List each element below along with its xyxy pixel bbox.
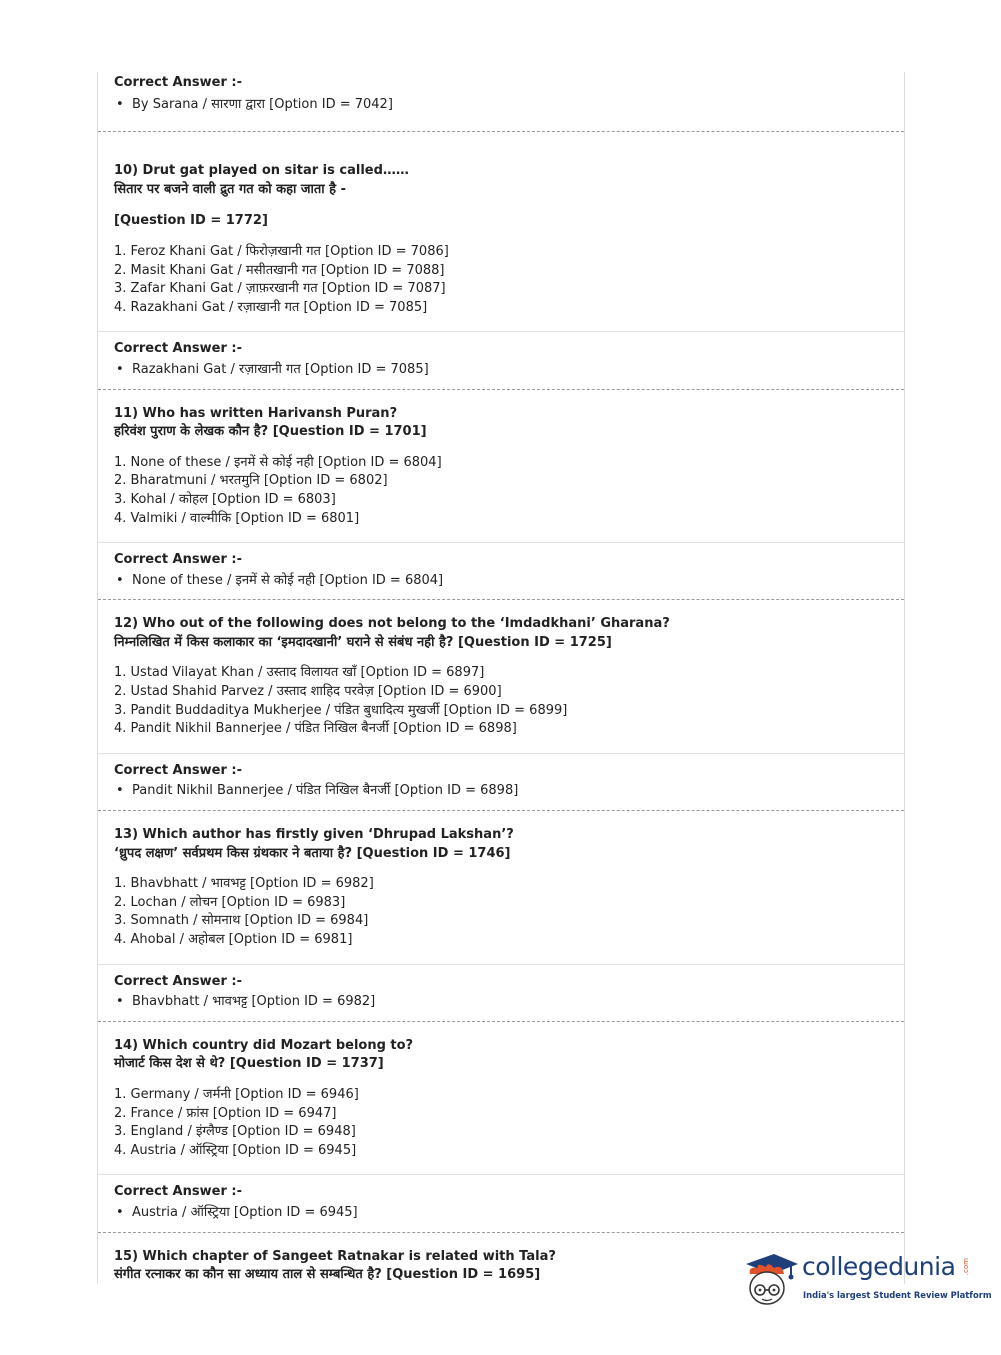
option-item: 1. None of these / इनमें से कोई नही [Option ID = 6804]: [114, 454, 442, 470]
option-item: 3. Zafar Khani Gat / ज़ाफ़रखानी गत [Option ID = 7087]: [114, 281, 446, 297]
answer-heading: Correct Answer :-: [114, 1184, 242, 1200]
option-item: 4. Valmiki / वाल्मीकि [Option ID = 6801]: [114, 510, 360, 526]
collegedunia-logo: [740, 1250, 992, 1312]
answer-heading: Correct Answer :-: [114, 973, 242, 989]
option-item: 3. England / इंग्लैण्ड [Option ID = 6948]: [114, 1124, 356, 1140]
question-block-14: [98, 1022, 904, 1161]
question-title-en: 13) Which author has firstly given ‘Dhrupad Lakshan’?: [114, 827, 514, 843]
answer-block-9: [98, 72, 904, 114]
option-item: 3. Somnath / सोमनाथ [Option ID = 6984]: [114, 913, 369, 929]
option-item: 2. France / फ्रांस [Option ID = 6947]: [114, 1105, 337, 1121]
question-block-13: [98, 811, 904, 950]
options-list: [114, 664, 904, 738]
option-item: 4. Razakhani Gat / रज़ाखानी गत [Option ID = 7085]: [114, 299, 428, 315]
option-item: 1. Germany / जर्मनी [Option ID = 6946]: [114, 1086, 359, 1102]
question-title-hi: मोजार्ट किस देश से थे? [Question ID = 1737]: [114, 1056, 384, 1072]
options-list: [114, 1086, 904, 1160]
answer-heading: Correct Answer :-: [114, 762, 242, 778]
logo-suffix: .com: [962, 1258, 970, 1276]
question-block-10: [98, 132, 904, 317]
question-title-en: 14) Which country did Mozart belong to?: [114, 1037, 414, 1053]
option-item: 1. Bhavbhatt / भावभट्ट [Option ID = 6982]: [114, 876, 374, 892]
option-item: 4. Austria / ऑस्ट्रिया [Option ID = 6945]: [114, 1142, 357, 1158]
logo-brand-text: collegedunia: [802, 1252, 956, 1281]
answer-block-12: [98, 754, 904, 801]
answer-heading: Correct Answer :-: [114, 75, 242, 90]
answer-text: • Pandit Nikhil Bannerjee / पंडित निखिल बैनर्जी [Option ID = 6898]: [116, 782, 904, 801]
question-block-11: [98, 390, 904, 529]
option-item: 1. Ustad Vilayat Khan / उस्ताद विलायत खाँ [Option ID = 6897]: [114, 665, 485, 681]
answer-text: • Razakhani Gat / रज़ाखानी गत [Option ID = 7085]: [116, 361, 904, 380]
answer-text: • None of these / इनमें से कोई नही [Option ID = 6804]: [116, 572, 904, 591]
answer-heading: Correct Answer :-: [114, 552, 242, 568]
answer-heading: Correct Answer :-: [114, 341, 242, 357]
answer-block-14: [98, 1175, 904, 1222]
option-item: 3. Kohal / कोहल [Option ID = 6803]: [114, 491, 336, 507]
question-title-en: 12) Who out of the following does not belong to the ‘Imdadkhani’ Gharana?: [114, 616, 670, 632]
question-title-hi: हरिवंश पुराण के लेखक कौन है? [Question ID = 1701]: [114, 424, 427, 440]
option-item: 1. Feroz Khani Gat / फिरोज़खानी गत [Option ID = 7086]: [114, 243, 449, 259]
option-item: 4. Pandit Nikhil Bannerjee / पंडित निखिल बैनर्जी [Option ID = 6898]: [114, 721, 517, 737]
question-title-en: 10) Drut gat played on sitar is called……: [114, 163, 409, 179]
question-title-en: 15) Which chapter of Sangeet Ratnakar is related with Tala?: [114, 1248, 556, 1264]
answer-text: • By Sarana / सारणा द्वारा [Option ID = 7042]: [116, 96, 904, 115]
question-id: [Question ID = 1772]: [114, 213, 268, 229]
options-list: [114, 454, 904, 528]
answer-block-10: [98, 332, 904, 379]
option-item: 4. Ahobal / अहोबल [Option ID = 6981]: [114, 932, 353, 947]
question-title-hi: निम्नलिखित में किस कलाकार का ‘इमदादखानी’ घराने से संबंध नही है? [Question ID = 1725]: [114, 634, 612, 650]
option-item: 2. Lochan / लोचन [Option ID = 6983]: [114, 894, 346, 910]
option-item: 2. Masit Khani Gat / मसीतखानी गत [Option ID = 7088]: [114, 262, 445, 278]
question-block-12: [98, 600, 904, 739]
answer-block-11: [98, 543, 904, 590]
option-item: 3. Pandit Buddaditya Mukherjee / पंडित बुधादित्य मुखर्जी [Option ID = 6899]: [114, 702, 568, 718]
question-title-hi: संगीत रत्नाकर का कौन सा अध्याय ताल से सम्बन्धित है? [Question ID = 1695]: [114, 1267, 541, 1283]
answer-text: • Bhavbhatt / भावभट्ट [Option ID = 6982]: [116, 993, 904, 1012]
answer-block-13: [98, 965, 904, 1012]
document-page: [97, 72, 905, 1284]
student-mascot-icon: [740, 1250, 802, 1312]
question-title-hi: सितार पर बजने वाली द्रुत गत को कहा जाता है -: [114, 181, 347, 197]
answer-text: • Austria / ऑस्ट्रिया [Option ID = 6945]: [116, 1204, 904, 1223]
option-item: 2. Ustad Shahid Parvez / उस्ताद शाहिद परवेज़ [Option ID = 6900]: [114, 684, 502, 700]
logo-tagline: India's largest Student Review Platform: [803, 1290, 992, 1300]
question-title-hi: ‘ध्रुपद लक्षण’ सर्वप्रथम किस ग्रंथकार ने बताया है? [Question ID = 1746]: [114, 845, 511, 861]
options-list: [114, 875, 904, 949]
option-item: 2. Bharatmuni / भरतमुनि [Option ID = 6802]: [114, 473, 388, 489]
question-title-en: 11) Who has written Harivansh Puran?: [114, 405, 398, 421]
options-list: [114, 243, 904, 317]
